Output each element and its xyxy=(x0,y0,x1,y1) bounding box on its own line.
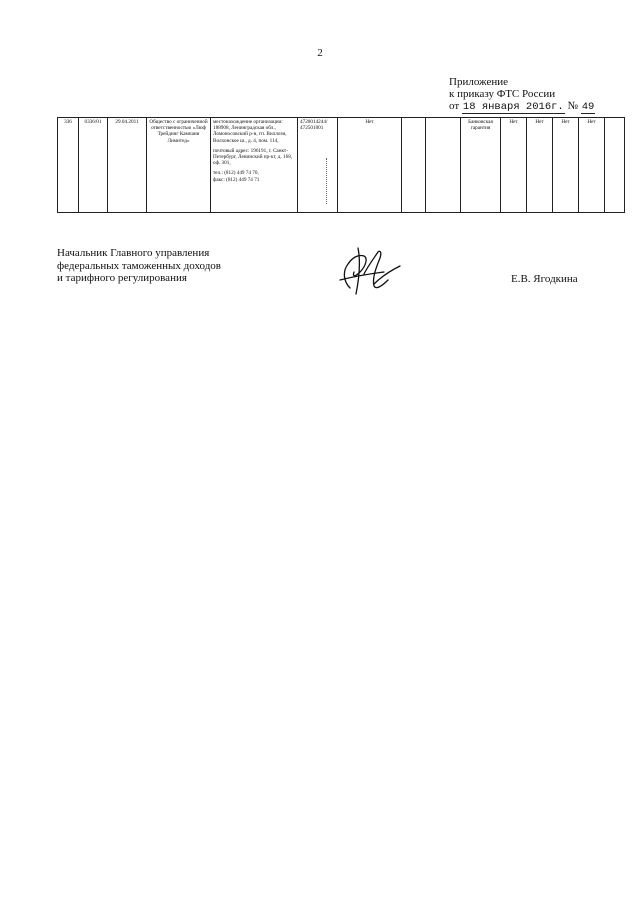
dotted-mark xyxy=(326,158,330,204)
address-postal: почтовый адрес: 196191, г. Санкт-Петербург, Ленинский пр-кт, д. 168, оф. 301, xyxy=(213,147,293,167)
cell-col8 xyxy=(402,118,426,213)
order-date: 18 января 2016г. xyxy=(462,101,564,113)
address-phone: тел.: (812) 449 74 70, xyxy=(213,170,259,177)
registry-table xyxy=(57,117,625,213)
cell-col12: Нет xyxy=(527,118,553,213)
appendix-title: Приложение xyxy=(449,76,509,88)
order-number: 49 xyxy=(581,101,595,113)
signatory-line-3: и тарифного регулирования xyxy=(57,272,187,284)
address-fax: факс: (812) 449 74 71 xyxy=(213,176,260,183)
cell-col11: Нет xyxy=(501,118,527,213)
cell-date: 29.04.2011 xyxy=(108,118,147,213)
appendix-order-ref: к приказу ФТС России xyxy=(449,88,556,100)
handwritten-signature xyxy=(338,244,402,296)
cell-guarantee: Банковская гарантия xyxy=(461,118,501,213)
signer-name: Е.В. Ягодкина xyxy=(511,273,578,285)
signatory-line-1: Начальник Главного управления xyxy=(57,247,210,259)
cell-inn-kpp xyxy=(298,118,338,213)
cell-registration-number: 0336/01 xyxy=(79,118,108,213)
number-label: № xyxy=(567,100,578,112)
from-label: от xyxy=(449,100,460,112)
cell-col13: Нет xyxy=(553,118,579,213)
cell-organization-name: Общество с ограниченной ответственностью «Люф Трейдинг Кампани Лимитед» xyxy=(147,118,211,213)
appendix-order-line xyxy=(449,100,595,113)
appendix-header xyxy=(449,76,595,113)
signatory-line-2: федеральных таможенных доходов xyxy=(57,259,221,272)
page-number: 2 xyxy=(317,47,323,59)
cell-address xyxy=(211,118,298,213)
signatory-title xyxy=(57,247,221,285)
cell-col9 xyxy=(426,118,461,213)
table-row xyxy=(58,118,625,213)
address-location: местонахождение организации: 188908, Ленинградская обл., Ломоносовский р-н, гп. Виллози, Волхонское ш., д. 4, пом. 114, xyxy=(213,119,287,144)
inn-kpp-value: 4720014244/ 472501001 xyxy=(300,119,328,132)
cell-row-number: 336 xyxy=(58,118,79,213)
cell-col14: Нет xyxy=(579,118,605,213)
cell-col7: Нет xyxy=(338,118,402,213)
cell-col15 xyxy=(605,118,625,213)
